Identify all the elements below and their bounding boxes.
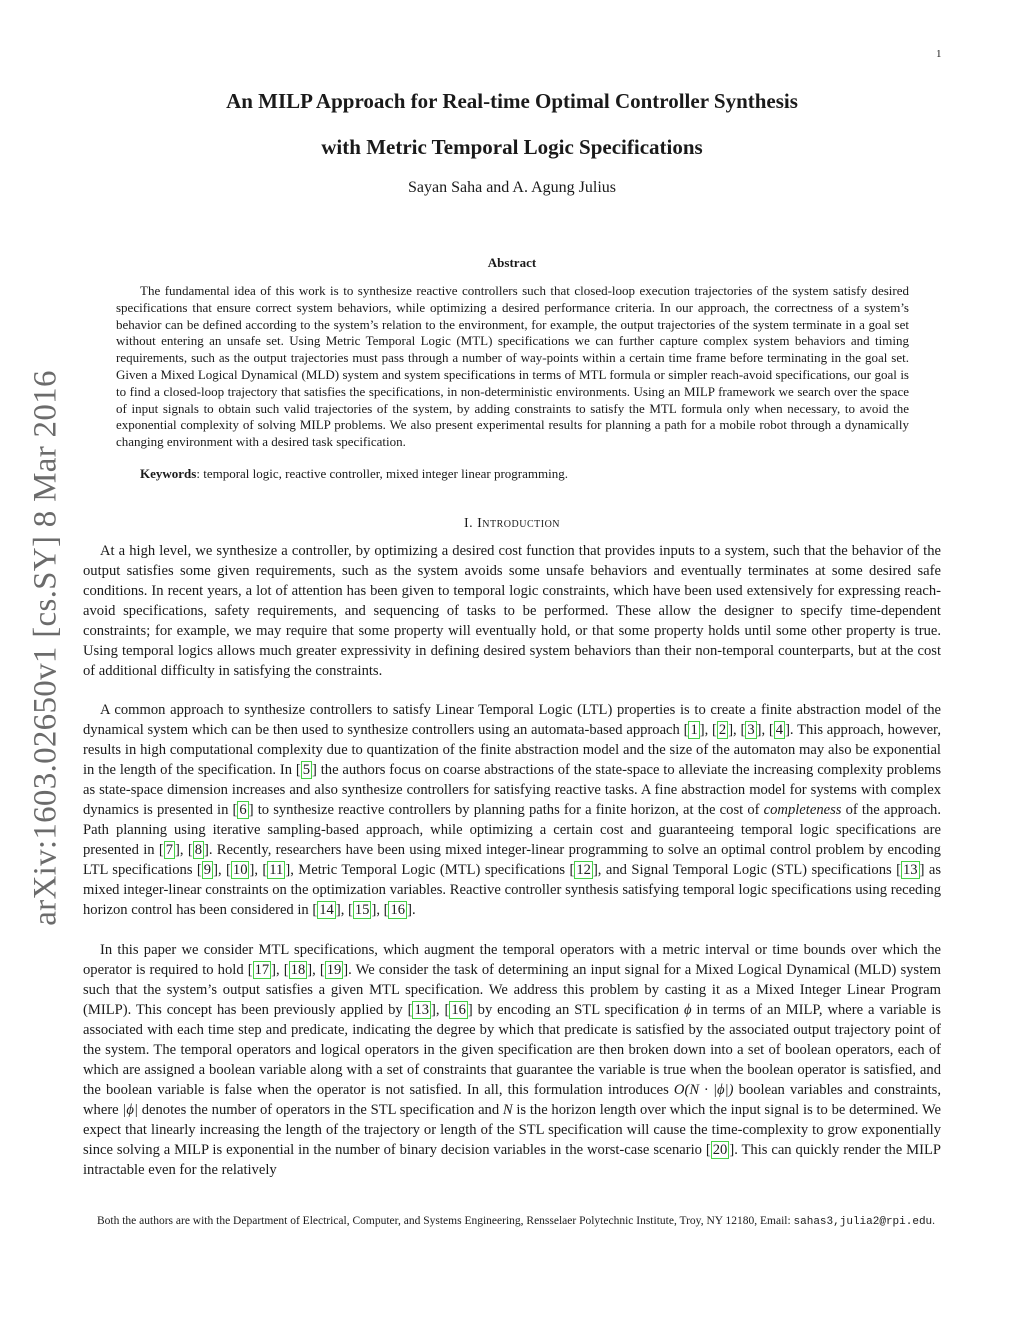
text-run: In this paper we consider MTL specifications, which augment the temporal operators with a metric interval or time bounds over which the operator is required to hold [ (83, 942, 941, 978)
keywords-label: Keywords (140, 466, 197, 481)
text-run: ], [ (249, 862, 268, 878)
text-run: in terms of an MILP, where a variable is associated with each time step and predicate, indicating the degree by which that predicate is satisfied by the associated output trajectory point of the system. The temporal operators and logical operators in the given specification are then broken down into a set of boolean operators, each of which are assigned a boolean variable along with a set of constraints that guarantee the variable is true when the boolean operator is satisfied, and the boolean variable is false when the operator is not satisfied. In all, this formulation introduces (83, 1002, 941, 1098)
citation-link[interactable]: 3 (747, 722, 755, 738)
intro-paragraph-2 (83, 700, 941, 920)
footnote-end: . (932, 1215, 936, 1227)
keywords-text: : temporal logic, reactive controller, mixed integer linear programming. (196, 466, 568, 481)
math-phi: ϕ (683, 1002, 692, 1018)
text-run: ], [ (175, 842, 193, 858)
text-run: boolean variables and constraints, where (83, 1082, 941, 1118)
footnote-text: Both the authors are with the Department of Electrical, Computer, and Systems Engineering, Rensselaer Polytechnic Institute, Troy, NY 12180, Email: (97, 1215, 794, 1227)
citation-link[interactable]: 18 (290, 962, 306, 978)
citation-link[interactable]: 14 (319, 902, 334, 918)
text-run: ], [ (271, 962, 289, 978)
text-run: ]. This approach, however, results in high computational complexity due to quantization of the finite abstraction model and the size of the automaton may also be exponential in the length of the specification. In [ (83, 722, 941, 778)
math-n: N (502, 1102, 513, 1118)
text-run: ]. (407, 902, 416, 918)
citation-link[interactable]: 5 (302, 762, 311, 778)
citation-link[interactable]: 17 (254, 962, 270, 978)
citation-link[interactable]: 16 (390, 902, 406, 918)
citation-link[interactable]: 15 (354, 902, 370, 918)
citation-link[interactable]: 9 (203, 862, 212, 878)
math-abs-phi: |ϕ| (122, 1102, 138, 1118)
emphasis: completeness (763, 802, 842, 818)
footnote-email[interactable]: sahas3,julia2@rpi.edu (793, 1216, 933, 1228)
citation-link[interactable]: 11 (269, 862, 284, 878)
text-run: ]. We consider the task of determining an input signal for a Mixed Logical Dynamical (MLD) system such that the system’s output satisfies a given MTL specification. We address this problem by casting it as a Mixed Integer Linear Program (MILP). This concept has been previously applied by [ (83, 962, 941, 1018)
text-run: ], [ (307, 962, 325, 978)
text-run: ], [ (756, 722, 774, 738)
text-run: ], [ (335, 902, 353, 918)
citation-link[interactable]: 7 (165, 842, 174, 858)
text-run: denotes the number of operators in the STL specification and (137, 1102, 503, 1118)
citation-link[interactable]: 6 (239, 802, 247, 818)
page-number: 1 (936, 48, 942, 60)
text-run: ], [ (371, 902, 389, 918)
intro-paragraph-3 (83, 940, 941, 1180)
text-run: ], [ (213, 862, 231, 878)
text-run: ] the authors focus on coarse abstractions of the state-space to alleviate the increasing complexity problems as state-space dimension increases and also synthesize controllers for satisfying reactive tasks. A fine abstraction model for systems with complex dynamics is presented in [ (83, 762, 942, 818)
citation-link[interactable]: 1 (690, 722, 698, 738)
text-run: A common approach to synthesize controllers to satisfy Linear Temporal Logic (LTL) properties is to create a finite abstraction model of the dynamical system which can be then used to synthesize controllers using an automata-based approach [ (83, 702, 941, 738)
intro-paragraph-1: At a high level, we synthesize a controller, by optimizing a desired cost function that provides inputs to a system, such that the behavior of the output satisfies some given requirements, such as the system avoids some unsafe behaviors and eventually terminates at some desired safe conditions. In recent years, a lot of attention has been given to temporal logic constraints, which have been used extensively for expressing reach-avoid specifications, safety requirements, and sequencing of tasks to be performed. These allow the designer to specify time-dependent constraints; for example, we may require that some property will eventually hold, or that some property holds until some other property is true. Using temporal logics allows much greater expressivity in defining desired system behaviors than their non-temporal counterparts, but at the cost of additional difficulty in satisfying the constraints. (83, 543, 941, 679)
text-run: ], [ (431, 1002, 450, 1018)
text-run: ] by encoding an STL specification (467, 1002, 684, 1018)
footnote (83, 1214, 941, 1230)
text-run: ]. This can quickly render the MILP intractable even for the relatively (83, 1142, 942, 1178)
text-run: of the approach. Path planning using iterative sampling-based approach, while optimizing a certain cost and guaranteeing temporal logic specifications are presented in [ (83, 802, 942, 858)
text-run: ], [ (728, 722, 746, 738)
text-run: ] to synthesize reactive controllers by planning paths for a finite horizon, at the cost of (248, 802, 764, 818)
paper-title-line-1: An MILP Approach for Real-time Optimal Controller Synthesis (226, 89, 798, 113)
citation-link[interactable]: 8 (194, 842, 202, 858)
text-run: ], Metric Temporal Logic (MTL) specifications [ (285, 862, 575, 878)
text-run: ], [ (699, 722, 717, 738)
text-run: ] as mixed integer-linear constraints on the optimization variables. Reactive controller synthesis satisfying temporal logic specifications using receding horizon control has been considered in [ (83, 862, 941, 918)
citation-link[interactable]: 10 (232, 862, 248, 878)
text-run: ]. Recently, researchers have been using mixed integer-linear programming to solve an optimal control problem by encoding LTL specifications [ (83, 842, 941, 878)
citation-link[interactable]: 12 (576, 862, 591, 878)
section-heading-introduction: I. Introduction (463, 516, 561, 531)
citation-link[interactable]: 4 (775, 722, 784, 738)
paper-title-line-2: with Metric Temporal Logic Specifications (321, 135, 703, 159)
text-run: is the horizon length over which the input signal is to be determined. We expect that linearly increasing the length of the trajectory or length of the STL specification will cause the time-complexity to grow exponentially since solving a MILP is exponential in the number of binary decision variables in the worst-case scenario [ (83, 1102, 941, 1158)
citation-link[interactable]: 13 (902, 862, 918, 878)
citation-link[interactable]: 20 (712, 1142, 728, 1158)
math-complexity: O(N · |ϕ|) (673, 1082, 734, 1098)
abstract-text: The fundamental idea of this work is to synthesize reactive controllers such that closed-loop execution trajectories of the system satisfy desired specifications that ensure correct system behaviors, while optimizing a desired performance criteria. In our approach, the correctness of a system’s behavior can be defined according to the system’s relation to the environment, for example, the output trajectories of the system terminate in a goal set without entering an unsafe set. Using Metric Temporal Logic (MTL) specifications we can further capture complex system behaviors and timing requirements, such as the output trajectories must pass through a number of way-points within a certain time frame before terminating in the goal set. Given a Mixed Logical Dynamical (MLD) system and system specifications in terms of MTL formula or simpler reach-avoid specifications, our goal is to find a closed-loop trajectory that satisfies the specifications, in non-deterministic environments. Using an MILP framework we search over the space of input signals to obtain such valid trajectories of the system, by adding constraints to satisfy the MTL formula only when necessary, to avoid the exponential complexity of solving MILP problems. We also present experimental results for planning a path for a mobile robot through a dynamically changing environment with a desired task specification. (116, 283, 909, 450)
citation-link[interactable]: 19 (326, 962, 342, 978)
keywords (116, 466, 909, 483)
text-run: ], and Signal Temporal Logic (STL) specifications [ (592, 862, 901, 878)
citation-link[interactable]: 2 (718, 722, 727, 738)
abstract-heading: Abstract (487, 255, 537, 270)
citation-link[interactable]: 13 (414, 1002, 430, 1018)
authors: Sayan Saha and A. Agung Julius (408, 179, 616, 196)
arxiv-id-text: arXiv:1603.02650v1 [cs.SY] 8 Mar 2016 (27, 370, 64, 926)
citation-link[interactable]: 16 (451, 1002, 466, 1018)
